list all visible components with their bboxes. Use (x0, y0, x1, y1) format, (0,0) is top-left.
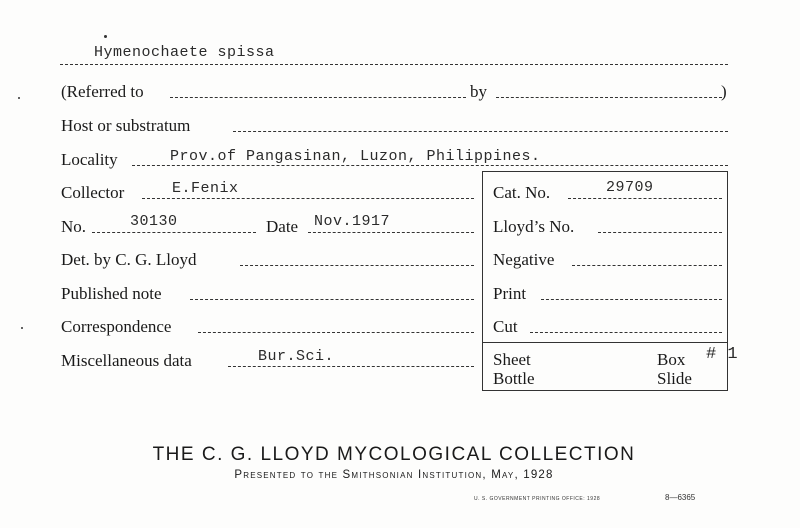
cat-no-field (568, 198, 722, 199)
print-field (541, 299, 722, 300)
referred-to-field (170, 97, 466, 98)
species-underline (60, 64, 728, 65)
printing-office-note: U. S. GOVERNMENT PRINTING OFFICE: 1928 (474, 496, 601, 502)
no-value: 30130 (130, 213, 178, 230)
cat-no-value: 29709 (606, 179, 654, 196)
locality-field (132, 165, 728, 166)
form-number: 8—6365 (665, 493, 696, 502)
date-value: Nov.1917 (314, 213, 391, 230)
collection-subtitle: Presented to the Smithsonian Institution, May, 1928 (234, 469, 554, 481)
box-label: Box (657, 350, 686, 369)
correspondence-label: Correspondence (61, 317, 172, 336)
negative-label: Negative (493, 250, 555, 269)
collector-value: E.Fenix (172, 180, 239, 197)
no-field (92, 232, 256, 233)
lloyds-no-label: Lloyd’s No. (493, 217, 575, 236)
cat-no-label: Cat. No. (493, 183, 551, 202)
lloyds-no-field (598, 232, 722, 233)
by-field (496, 97, 722, 98)
bottle-label: Bottle (493, 369, 535, 388)
print-label: Print (493, 284, 527, 303)
date-label: Date (266, 217, 299, 236)
cut-label: Cut (493, 317, 518, 336)
det-by-field (240, 265, 474, 266)
by-label: by (470, 82, 487, 101)
date-field (308, 232, 474, 233)
species-name: Hymenochaete spissa (94, 44, 275, 61)
box-value: # 1 (706, 345, 739, 364)
ink-speck (104, 35, 107, 38)
misc-data-label: Miscellaneous data (61, 351, 192, 370)
collector-label: Collector (61, 183, 125, 202)
misc-data-field (228, 366, 474, 367)
misc-data-value: Bur.Sci. (258, 348, 335, 365)
published-note-field (190, 299, 474, 300)
slide-label: Slide (657, 369, 692, 388)
close-paren: ) (721, 82, 727, 101)
negative-field (572, 265, 722, 266)
collector-field (142, 198, 474, 199)
published-note-label: Published note (61, 284, 162, 303)
referred-to-label: (Referred to (61, 82, 144, 101)
box-divider-line (482, 342, 728, 343)
locality-value: Prov.of Pangasinan, Luzon, Philippines. (170, 148, 541, 165)
no-label: No. (61, 217, 87, 236)
ink-speck (21, 327, 23, 329)
box-top-line (482, 171, 728, 172)
box-bottom-line (482, 390, 728, 391)
correspondence-field (198, 332, 474, 333)
det-by-label: Det. by C. G. Lloyd (61, 250, 197, 269)
host-field (233, 131, 728, 132)
ink-speck (18, 97, 20, 99)
locality-label: Locality (61, 150, 118, 169)
host-label: Host or substratum (61, 116, 191, 135)
sheet-label: Sheet (493, 350, 531, 369)
box-left-line (482, 171, 483, 391)
cut-field (530, 332, 722, 333)
collection-title: THE C. G. LLOYD MYCOLOGICAL COLLECTION (152, 444, 636, 465)
